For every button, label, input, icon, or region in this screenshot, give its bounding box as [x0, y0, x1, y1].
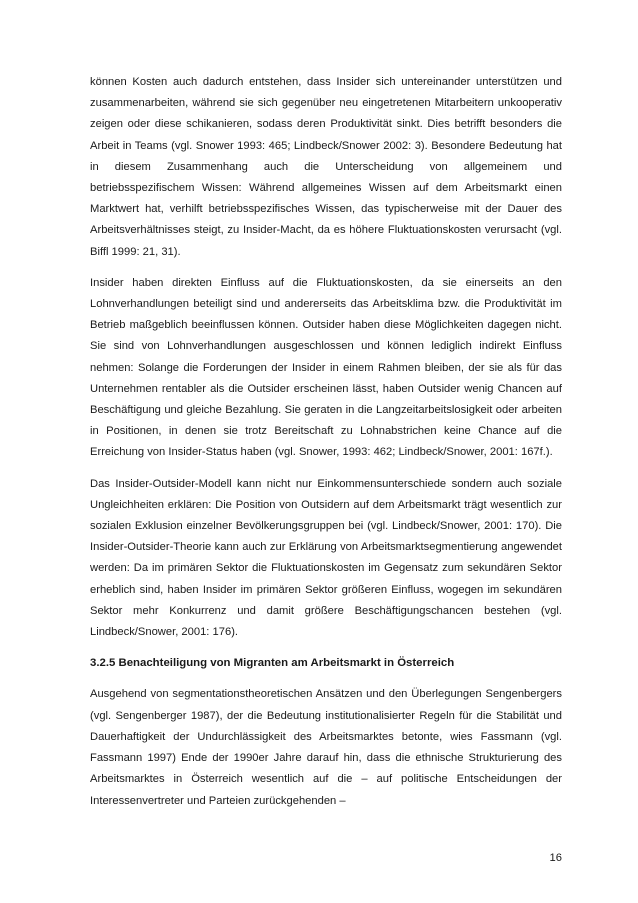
paragraph-3: Das Insider-Outsider-Modell kann nicht nur Einkommensunterschiede sondern auch soziale Ungleichheiten erklären: Die Position von Outsidern auf dem Arbeitsmarkt trägt wesentlich zur sozialen Exklusion einzelner Bevölkerungsgruppen bei (vgl. Lindbeck/Snower, 2001: 170). Die Insider-Outsider-Theorie kann auch zur Erklärung von Arbeitsmarktsegmentierung angewendet werden: Da im primären Sektor die Fluktuationskosten im Gegensatz zum sekundären Sektor erheblich sind, haben Insider im primären Sektor größeren Einfluss, wogegen im sekundären Sektor mehr Konkurrenz und damit größere Beschäftigungschancen bestehen (vgl. Lindbeck/Snower, 2001: 176).	[90, 477, 562, 639]
page-number: 16	[549, 852, 562, 864]
paragraph-2: Insider haben direkten Einfluss auf die Fluktuationskosten, da sie einerseits an den Lohnverhandlungen beteiligt sind und andererseits das Arbeitsklima bzw. die Produktivität im Betrieb maßgeblich beeinflussen können. Outsider haben diese Möglichkeiten dagegen nicht. Sie sind von Lohnverhandlungen ausgeschlossen und können lediglich indirekt Einfluss nehmen: Solange die Forderungen der Insider in einem Rahmen bleiben, der sie als für das Unternehmen rentabler als die Outsider erscheinen lässt, haben Outsider wenig Chancen auf Beschäftigung und gleiche Bezahlung. Sie geraten in die Langzeitarbeitslosigkeit oder arbeiten in Positionen, in denen sie trotz Bereitschaft zu Lohnabstrichen keine Chance auf die Erreichung von Insider-Status haben (vgl. Snower, 1993: 462; Lindbeck/Snower, 2001: 167f.).	[90, 276, 562, 459]
section-heading: 3.2.5 Benachteiligung von Migranten am Arbeitsmarkt in Österreich	[90, 657, 455, 670]
page-body	[90, 72, 562, 822]
paragraph-1: können Kosten auch dadurch entstehen, dass Insider sich untereinander unterstützen und zusammenarbeiten, während sie sich gegenüber neu eingetretenen Mitarbeitern unkooperativ zeigen oder diese schikanieren, sodass deren Produktivität sinkt. Dies betrifft besonders die Arbeit in Teams (vgl. Snower 1993: 465; Lindbeck/Snower 2002: 3). Besondere Bedeutung hat in diesem Zusammenhang auch die Unterscheidung von allgemeinem und betriebsspezifischem Wissen: Während allgemeines Wissen auf dem Arbeitsmarkt einen Marktwert hat, verhilft betriebsspezifisches Wissen, das typischerweise mit der Dauer des Arbeitsverhältnisses steigt, zu Insider-Macht, da es höhere Fluktuationskosten verursacht (vgl. Biffl 1999: 21, 31).	[90, 76, 562, 258]
paragraph-4: Ausgehend von segmentationstheoretischen Ansätzen und den Überlegungen Sengenbergers (vgl. Sengenberger 1987), der die Bedeutung institutionalisierter Regeln für die Stabilität und Dauerhaftigkeit der Undurchlässigkeit des Arbeitsmarktes betonte, wies Fassmann (vgl. Fassmann 1997) Ende der 1990er Jahre darauf hin, dass die ethnische Strukturierung des Arbeitsmarktes in Österreich wesentlich auf die – auf politische Entscheidungen der Interessenvertreter und Parteien zurückgehenden –	[90, 688, 562, 807]
